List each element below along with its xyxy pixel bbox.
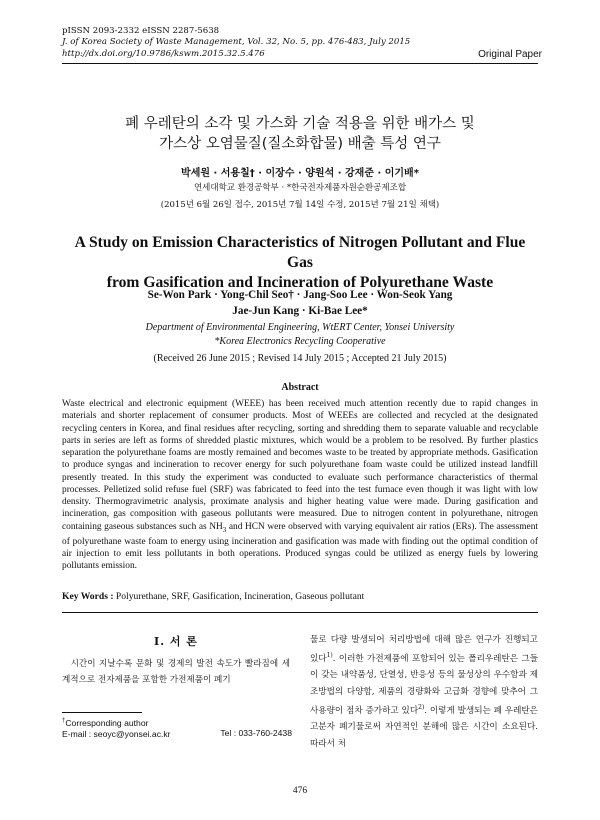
english-title-line2: from Gasification and Incineration of Polyurethane Waste [106,274,494,291]
abstract-text-part1: Waste electrical and electronic equipment (WEEE) has been received much attention recently due to rapid changes in materials and shorter replacement of consumer products. Most of WEEEs are collected and recycled at the designated recycling centers in Korea, and final residues after recycling, sorting and shredding them to separate valuable and recyclable parts in series are left as forms of shredded plastic mixtures, which would be a problem to be resolved. By further plastics separation the polyurethane foams are mostly remained and becomes waste to be treated by appropriate methods. Gasification to produce syngas and incineration to recover energy for such polyurethane foam waste could be utilized instead landfill presently treated. In this study the experiment was conducted to evaluate such performance characteristics of thermal processes. Pelletized solid refuse fuel (SRF) was fabricated to feed into the test furnace even though it was light with low density. Thermogravimetric analysis, proximate analysis and higher heating value were made. During gasification and incineration, gas composition with gaseous pollutants were measured. Due to nitrogen content in polyurethane, nitrogen containing gaseous substances such as NH [62,399,538,532]
page-number: 476 [292,786,308,796]
english-authors [62,287,538,319]
english-affiliation-line1: Department of Environmental Engineering, WtERT Center, Yonsei University [145,322,455,333]
abstract-text-part2: and HCN were observed with varying equivalent air ratios (ERs). The assessment of polyurethane waste foam to energy using incineration and gasification was made with finding out the optimal condition of air injection to emit less pollutants in both operations. Produced syngas could be utilized as energy fuels by lowering pollutants emission. [62,521,538,572]
english-authors-line2: Jae-Jun Kang · Ki-Bae Lee* [232,305,368,317]
footnote-rule [62,712,142,713]
issn-line: pISSN 2093-2332 eISSN 2287-5638 [62,26,220,36]
left-column-body: 시간이 지날수록 문화 및 경제의 발전 속도가 빨라짐에 세계적으로 전자제품을 포함한 가전제품이 폐기 [62,659,290,685]
korean-dates: (2015년 6월 26일 접수, 2015년 7월 14일 수정, 2015년 7월 21일 채택) [160,200,440,210]
korean-title-line1: 폐 우레탄의 소각 및 가스화 기술 적용을 위한 배가스 및 [125,116,475,132]
korean-affiliation: 연세대학교 환경공학부 · *한국전자제품자원순환공제조합 [193,183,407,193]
keywords-label: Key Words : [62,591,114,602]
ref-1[interactable]: 1) [326,652,333,660]
paper-type-label: Original Paper [478,49,542,60]
english-dates: (Received 26 June 2015 ; Revised 14 July 2015 ; Accepted 21 July 2015) [153,353,447,364]
korean-authors: 박세원 · 서용칠† · 이장수 · 양원석 · 강재준 · 이기배* [181,168,419,179]
korean-title [62,114,538,154]
english-affiliation [62,321,538,348]
header-rule [62,63,538,64]
keywords-rule [62,612,538,613]
section-heading: I. 서 론 [154,635,198,648]
ref-2[interactable]: 2) [418,704,425,712]
journal-citation: J. of Korea Society of Waste Management, Vol. 32, No. 5, pp. 476-483, July 2015 [62,37,411,48]
footnote-tel: Tel : 033-760-2438 [220,727,292,738]
footnote-email[interactable]: E-mail : seoyc@yonsei.ac.kr [62,729,171,740]
english-affiliation-line2: *Korea Electronics Recycling Cooperative [214,335,386,347]
abstract-subscript: 3 [222,525,227,534]
right-text-part2: . 이러한 가전제품에 포함되어 있는 폴리우레탄은 그들이 갖는 내약품성, 단열성, 반응성 등의 물성상의 우수함과 제조방법의 다양함, 제품의 경량화와 고급화 경향에 맞추어 그 사용량이 점차 증가하고 있다 [310,654,538,716]
journal-header [62,26,542,60]
english-authors-line1: Se-Won Park · Yong-Chil Seo† · Jang-Soo Lee · Won-Seok Yang [147,289,453,301]
footnote [62,716,294,741]
right-text-part3: . 이렇게 발생되는 폐 우레탄은 고분자 폐기물로써 자연적인 분해에 많은 시간이 소요된다. 따라서 처 [310,705,538,749]
keywords [62,591,538,602]
abstract-heading: Abstract [281,382,319,393]
dagger-mark: † [62,718,66,724]
english-title-line1: A Study on Emission Characteristics of Nitrogen Pollutant and Flue Gas [74,234,526,271]
doi-link[interactable]: http://dx.doi.org/10.9786/kswm.2015.32.5.476 [62,48,265,59]
right-column-text [310,632,538,752]
english-title [62,233,538,293]
keywords-text: Polyurethane, SRF, Gasification, Incineration, Gaseous pollutant [113,591,365,602]
footnote-label: Corresponding author [65,717,149,728]
left-column-text [62,657,290,688]
korean-title-line2: 가스상 오염물질(질소화합물) 배출 특성 연구 [159,136,441,152]
right-text-part1: 물로 다량 발생되어 처리방법에 대해 많은 연구가 진행되고 있다 [310,635,538,665]
abstract-text [62,398,538,572]
